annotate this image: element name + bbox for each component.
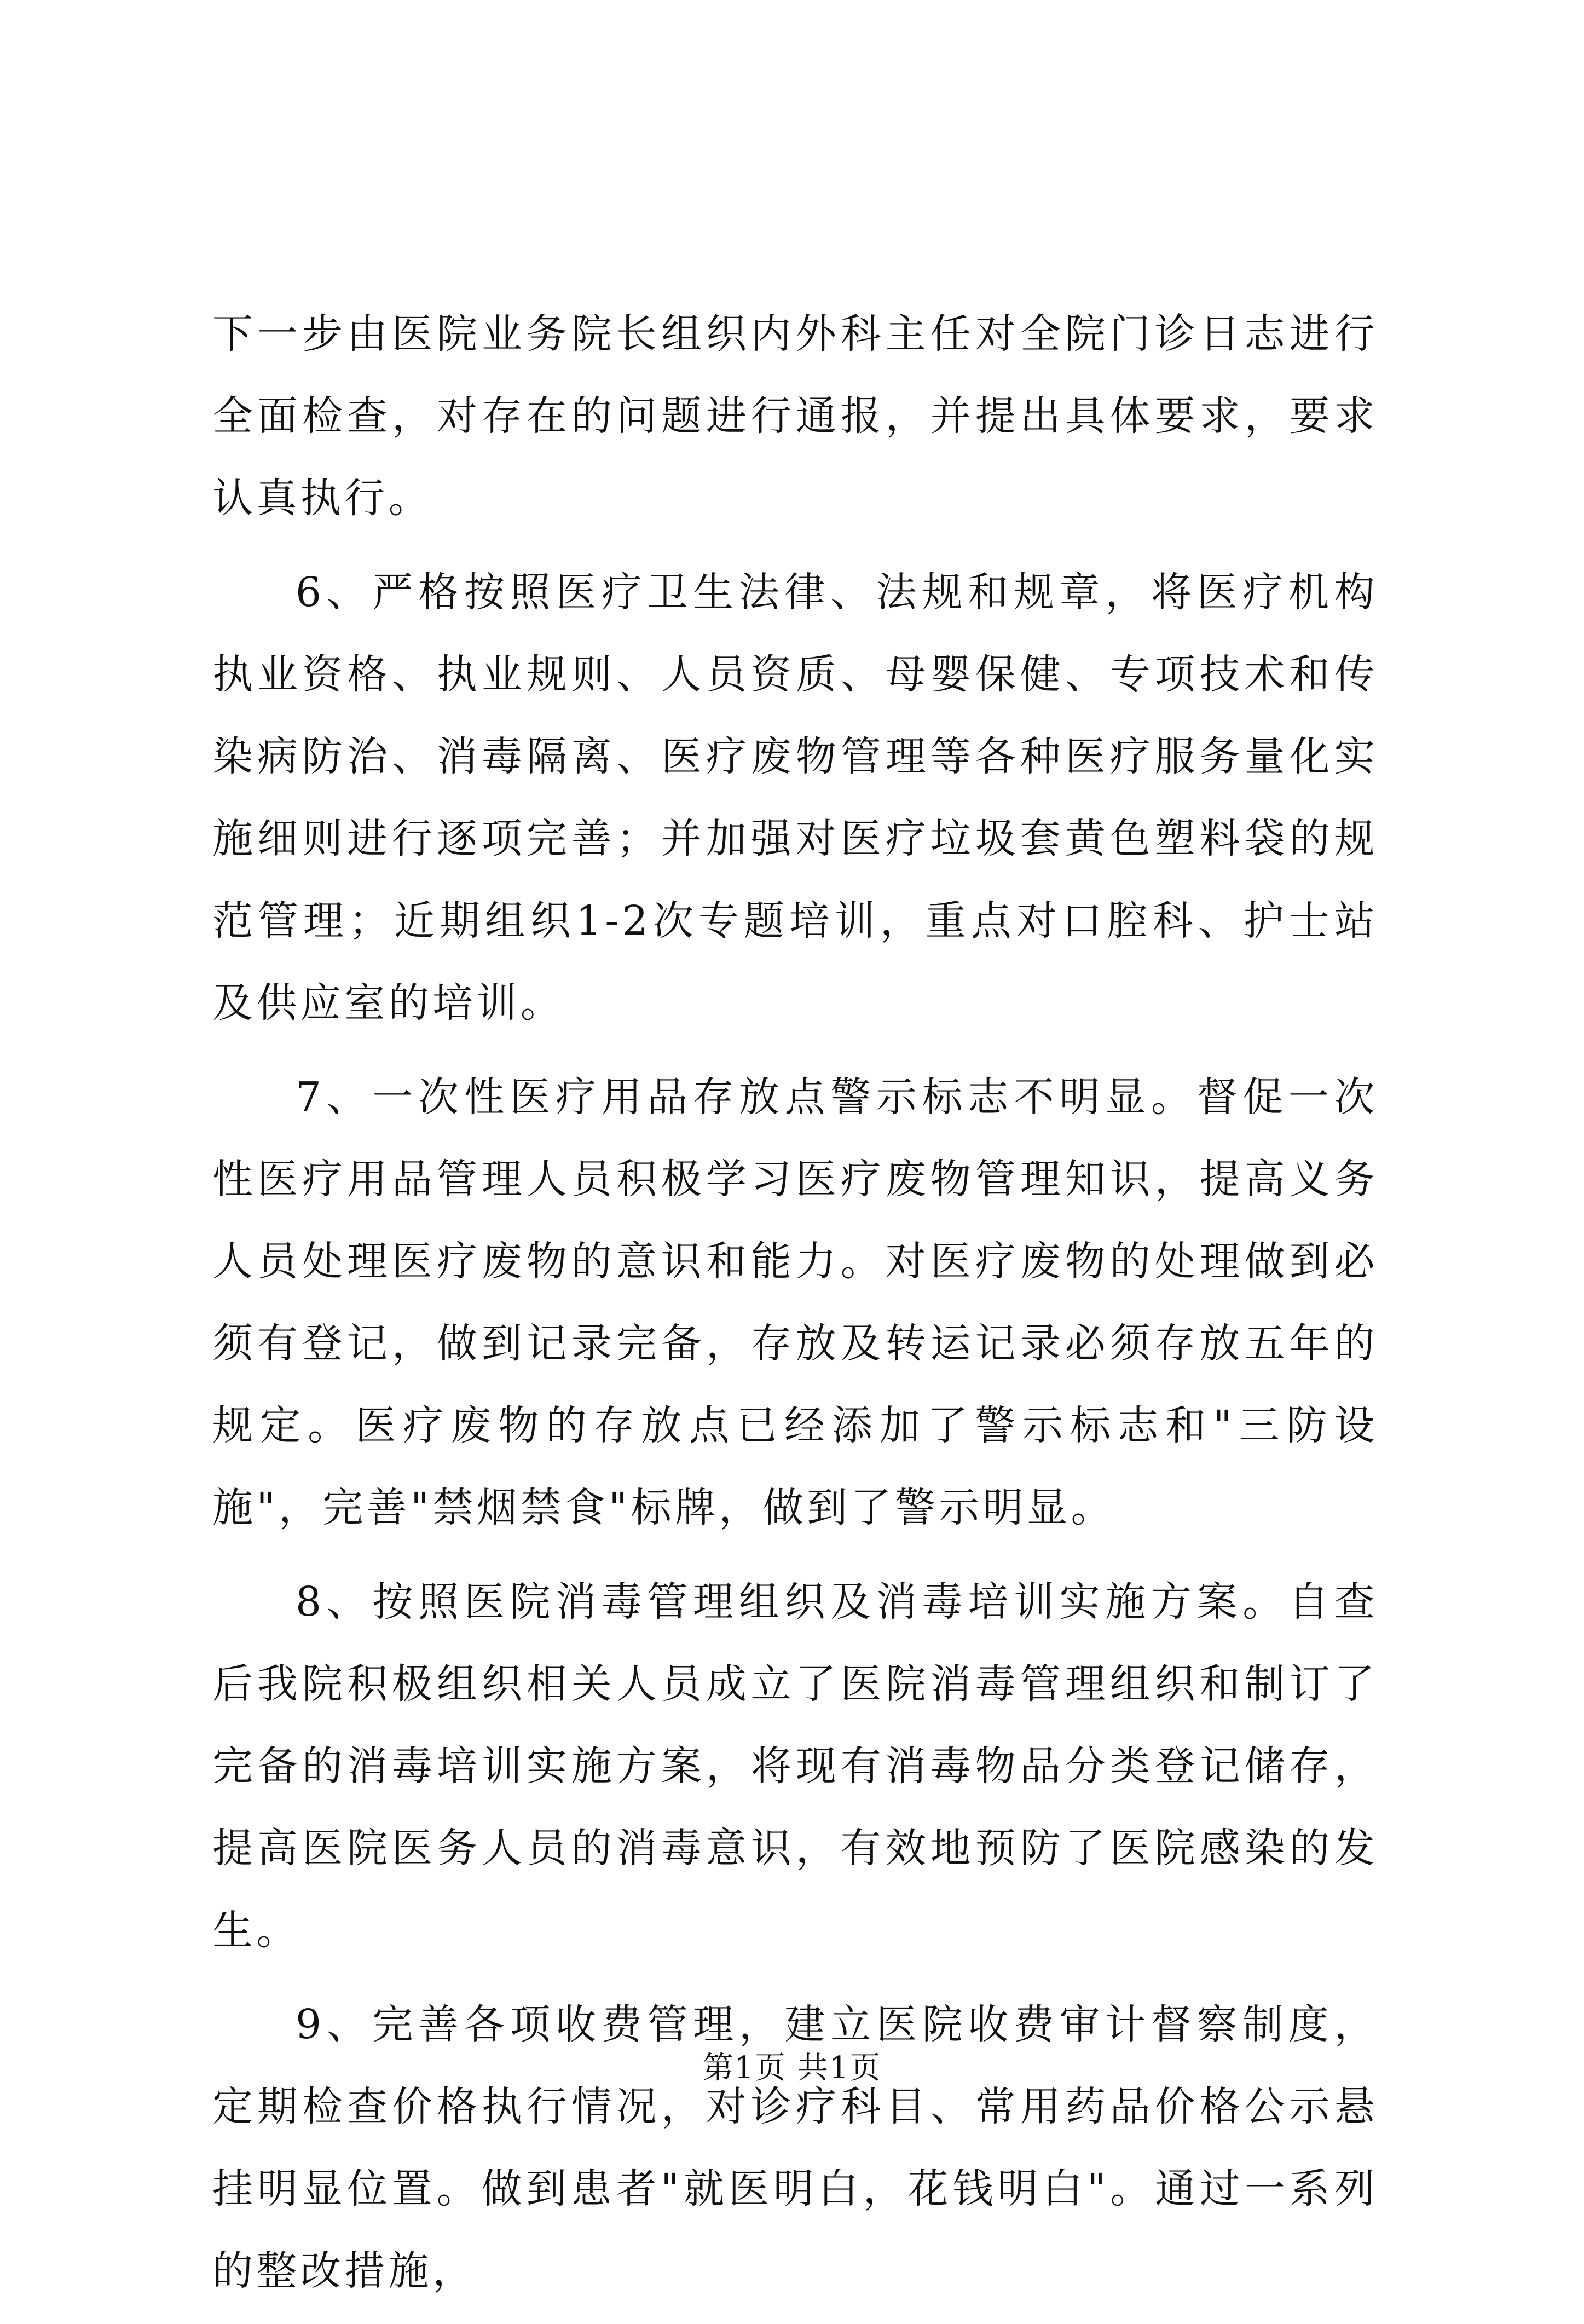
page-footer: 第1页 共1页 (702, 2050, 882, 2086)
paragraph-continuation: 下一步由医院业务院长组织内外科主任对全院门诊日志进行全面检查，对存在的问题进行通报，并提出具体要求，要求认真执行。 (212, 310, 1378, 522)
paragraph-item-7: 7、一次性医疗用品存放点警示标志不明显。督促一次性医疗用品管理人员积极学习医疗废物管理知识，提高义务人员处理医疗废物的意识和能力。对医疗废物的处理做到必须有登记，做到记录完备，存放及转运记录必须存放五年的规定。医疗废物的存放点已经添加了警示标志和"三防设施"，完善"禁烟禁食"标牌，做到了警示明显。 (212, 1074, 1378, 1531)
paragraph-item-9: 9、完善各项收费管理，建立医院收费审计督察制度，定期检查价格执行情况，对诊疗科目、常用药品价格公示悬挂明显位置。做到患者"就医明白，花钱明白"。通过一系列的整改措施， (212, 2001, 1378, 2294)
paragraph-item-6: 6、严格按照医疗卫生法律、法规和规章，将医疗机构执业资格、执业规则、人员资质、母婴保健、专项技术和传染病防治、消毒隔离、医疗废物管理等各种医疗服务量化实施细则进行逐项完善；并加强对医疗垃圾套黄色塑料袋的规范管理；近期组织1-2次专题培训，重点对口腔科、护士站及供应室的培训。 (212, 569, 1378, 1027)
paragraph-item-8: 8、按照医院消毒管理组织及消毒培训实施方案。自查后我院积极组织相关人员成立了医院消毒管理组织和制订了完备的消毒培训实施方案，将现有消毒物品分类登记储存，提高医院医务人员的消毒意识，有效地预防了医院感染的发生。 (212, 1578, 1378, 1954)
document-body (212, 293, 1378, 2324)
